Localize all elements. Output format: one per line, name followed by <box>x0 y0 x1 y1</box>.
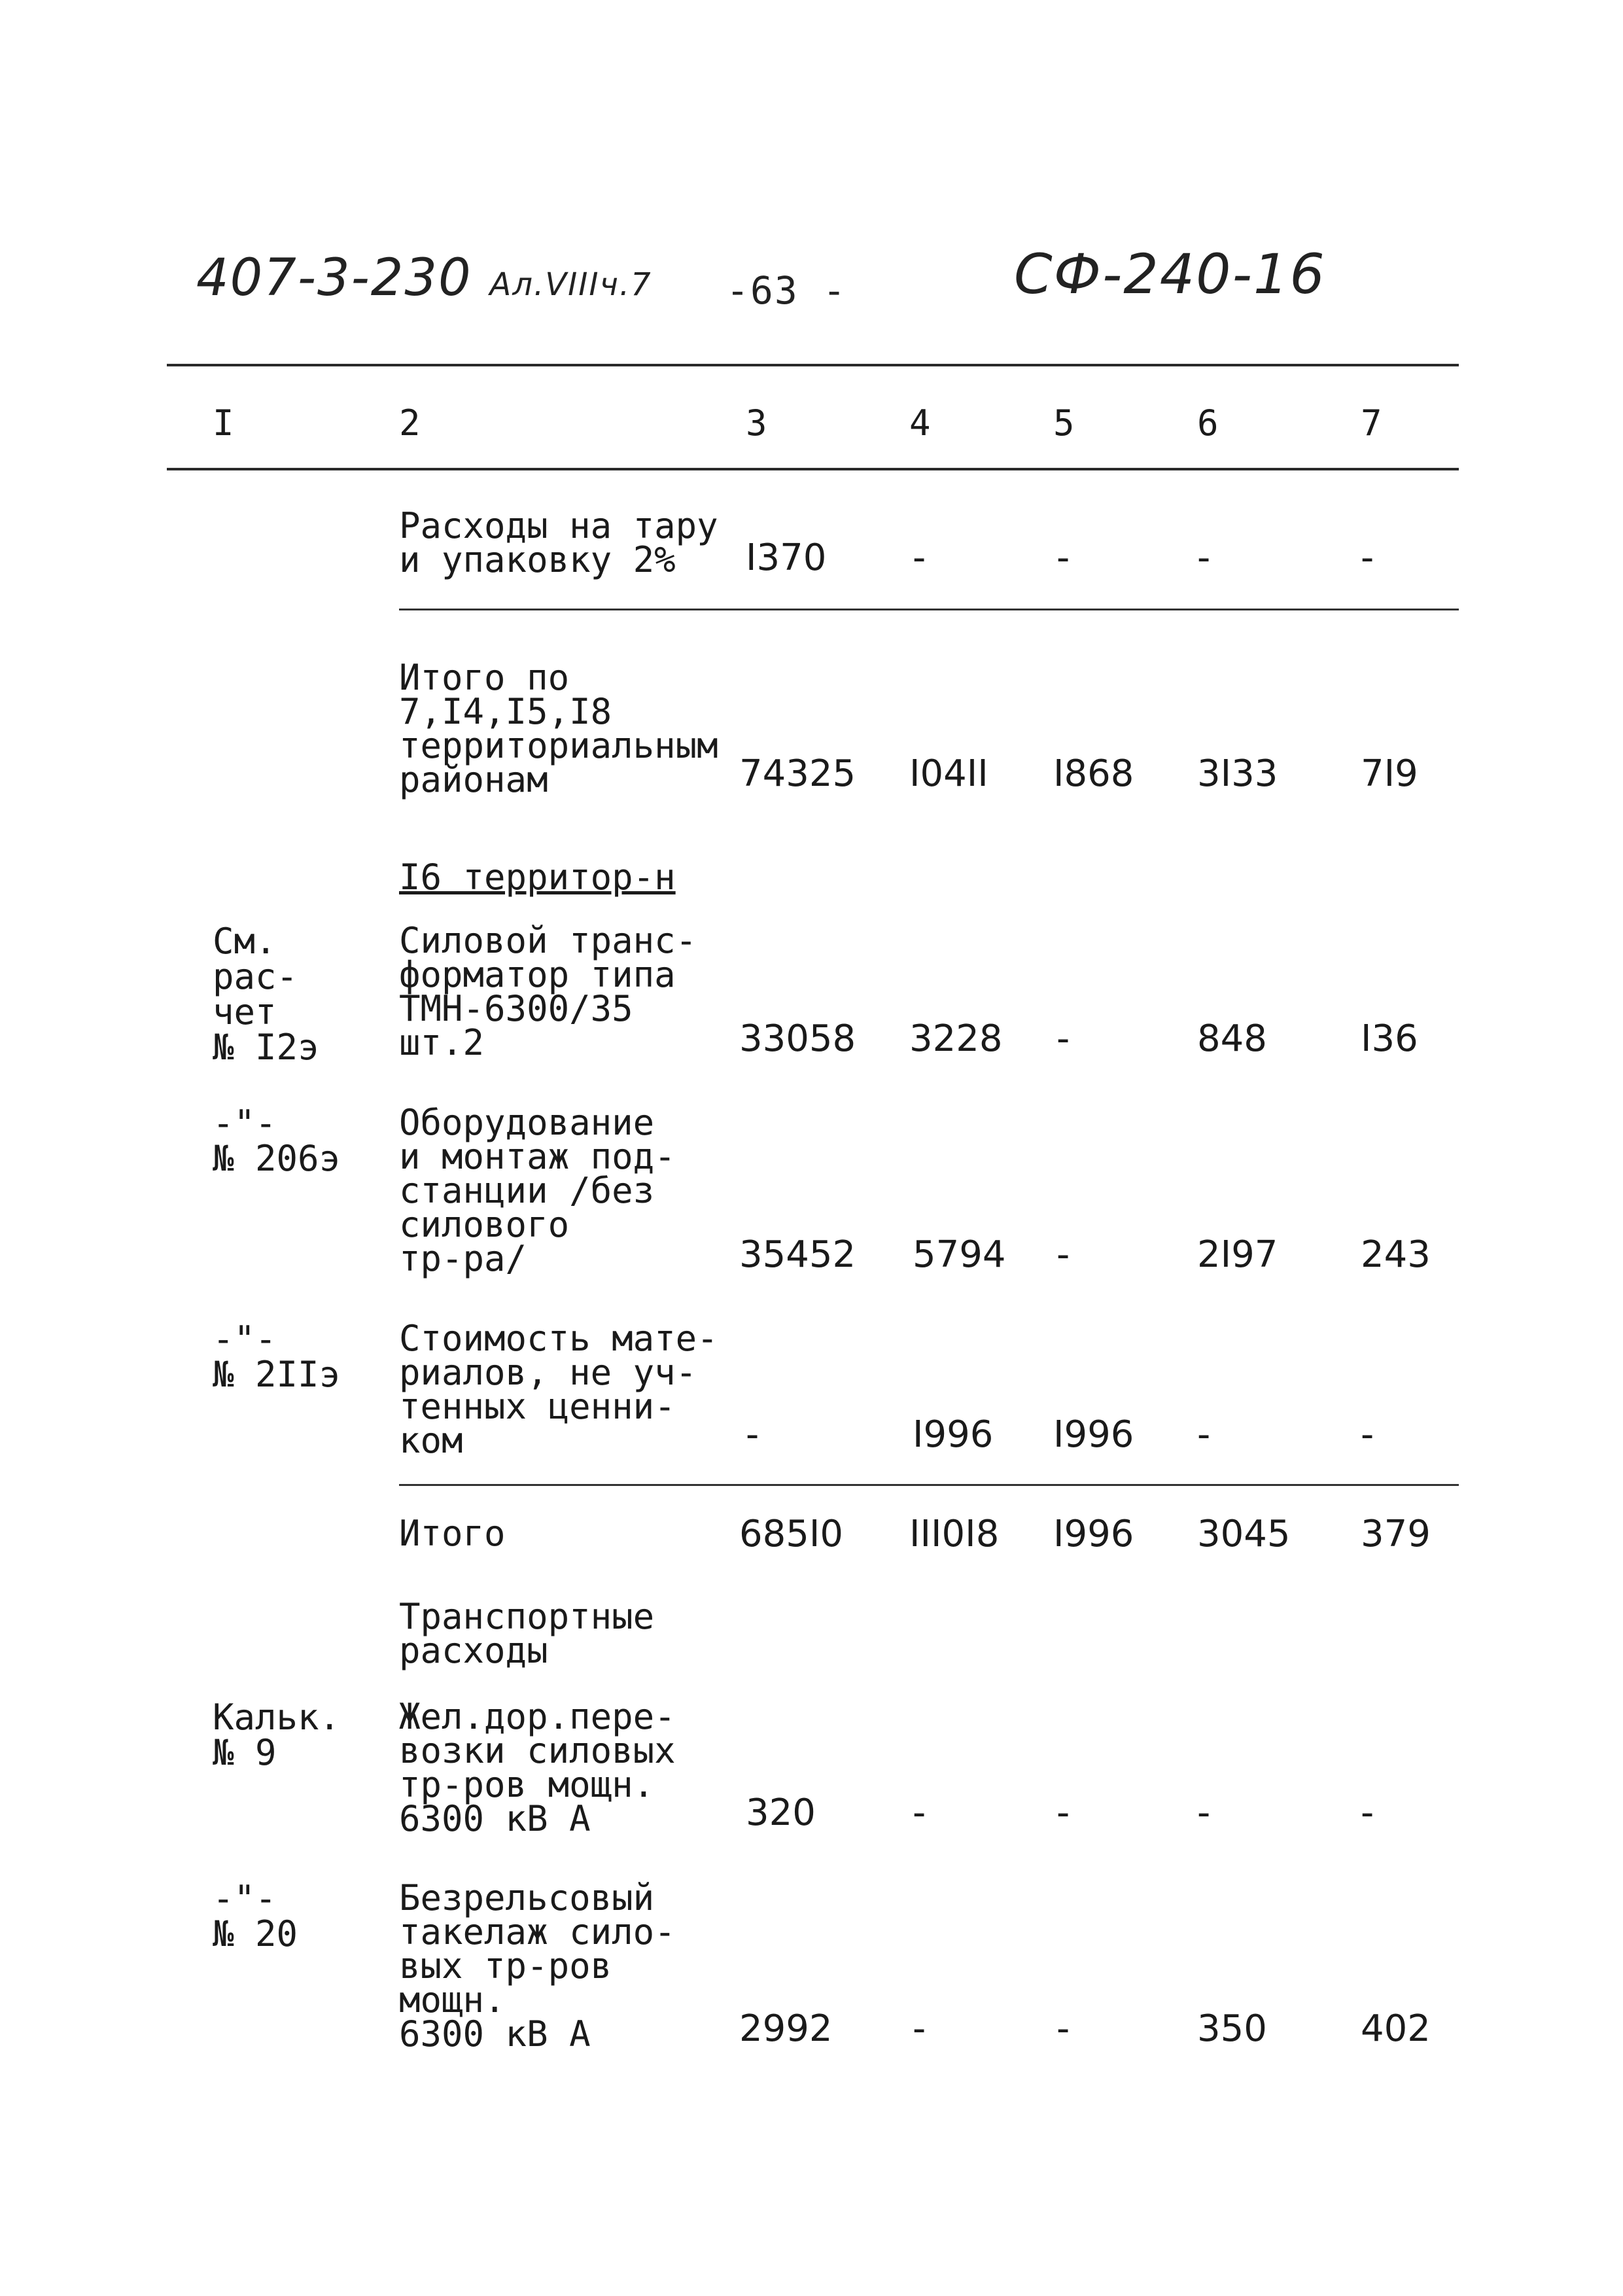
row-5-description: Стоимость мате- риалов, не уч- тенных ценни- ком <box>399 1318 718 1461</box>
row-0-col7: - <box>1361 537 1374 579</box>
row-9-col6: 350 <box>1197 2007 1267 2050</box>
row-6-col5: I996 <box>1053 1513 1134 1555</box>
row-9-col7: 402 <box>1361 2007 1431 2050</box>
row-8-col6: - <box>1197 1792 1211 1834</box>
row-4-col4: 5794 <box>913 1233 1006 1276</box>
column-header-1: I <box>213 402 234 444</box>
document-code <box>196 249 652 308</box>
row-3-col3: 33058 <box>739 1017 856 1060</box>
column-header-7: 7 <box>1361 402 1382 444</box>
row-4-col3: 35452 <box>739 1233 856 1276</box>
row-5-col6: - <box>1197 1413 1211 1456</box>
row-8-col4: - <box>913 1792 926 1834</box>
header-top-rule <box>167 364 1459 366</box>
row-0-col6: - <box>1197 537 1211 579</box>
row-1-col5: I868 <box>1053 752 1134 795</box>
row-8-col7: - <box>1361 1792 1374 1834</box>
row-4-col5: - <box>1056 1233 1070 1276</box>
row-3-col5: - <box>1056 1017 1070 1060</box>
row-8-col5: - <box>1056 1792 1070 1834</box>
row-3-col7: I36 <box>1361 1017 1418 1060</box>
row-1-col4: I04II <box>909 752 988 795</box>
document-code-main: 407-3-230 <box>196 249 472 308</box>
row-6-col7: 379 <box>1361 1513 1431 1555</box>
row-9-reference: -"- № 20 <box>213 1878 298 1954</box>
row-9-col3: 2992 <box>739 2007 833 2050</box>
row-9-col4: - <box>913 2007 926 2050</box>
row-3-reference: См. рас- чет № I2э <box>213 921 319 1068</box>
row-4-description: Оборудование и монтаж под- станции /без силового тр-ра/ <box>399 1102 676 1279</box>
header-bottom-rule <box>167 468 1459 470</box>
row-6-description: Итого <box>399 1513 506 1554</box>
column-header-3: 3 <box>746 402 767 444</box>
divider-after-row-0 <box>399 609 1459 610</box>
row-5-col7: - <box>1361 1413 1374 1456</box>
row-3-col4: 3228 <box>909 1017 1003 1060</box>
row-1-description: Итого по 7,I4,I5,I8 территориальным районам <box>399 657 718 800</box>
section-heading-16: I6 территор-н <box>399 857 676 898</box>
row-9-col5: - <box>1056 2007 1070 2050</box>
column-header-2: 2 <box>399 402 421 444</box>
row-1-col7: 7I9 <box>1361 752 1418 795</box>
row-3-description: Силовой транс- форматор типа ТМН-6300/35 шт.2 <box>399 920 697 1063</box>
row-0-col5: - <box>1056 537 1070 579</box>
row-0-col4: - <box>913 537 926 579</box>
row-9-description: Безрельсовый такелаж сило- вых тр-ров мощн. 6300 кВ А <box>399 1877 676 2055</box>
row-8-reference: Кальк. № 9 <box>213 1697 341 1773</box>
column-header-6: 6 <box>1197 402 1219 444</box>
row-6-col3: 685I0 <box>739 1513 844 1555</box>
row-6-col6: 3045 <box>1197 1513 1291 1555</box>
row-5-reference: -"- № 2IIэ <box>213 1318 341 1395</box>
column-header-5: 5 <box>1053 402 1075 444</box>
row-5-col3: - <box>746 1413 759 1456</box>
row-5-col4: I996 <box>913 1413 994 1456</box>
divider-before-total <box>399 1484 1459 1486</box>
column-header-4: 4 <box>909 402 931 444</box>
document-number: СФ-240-16 <box>1014 242 1326 306</box>
row-4-reference: -"- № 206э <box>213 1103 341 1179</box>
row-4-col7: 243 <box>1361 1233 1431 1276</box>
document-code-sub: Ал.VIIIч.7 <box>489 266 652 303</box>
row-3-col6: 848 <box>1197 1017 1267 1060</box>
row-1-col6: 3I33 <box>1197 752 1278 795</box>
row-6-col4: III0I8 <box>909 1513 1000 1555</box>
row-8-description: Жел.дор.пере- возки силовых тр-ров мощн. 6300 кВ А <box>399 1696 676 1839</box>
row-8-col3: 320 <box>746 1792 816 1834</box>
row-1-col3: 74325 <box>739 752 856 795</box>
row-0-description: Расходы на тару и упаковку 2% <box>399 505 718 580</box>
row-4-col6: 2I97 <box>1197 1233 1278 1276</box>
page-number: -63 - <box>726 268 847 313</box>
section-heading-transport: Транспортные расходы <box>399 1596 655 1671</box>
row-0-col3: I370 <box>746 537 827 579</box>
row-5-col5: I996 <box>1053 1413 1134 1456</box>
